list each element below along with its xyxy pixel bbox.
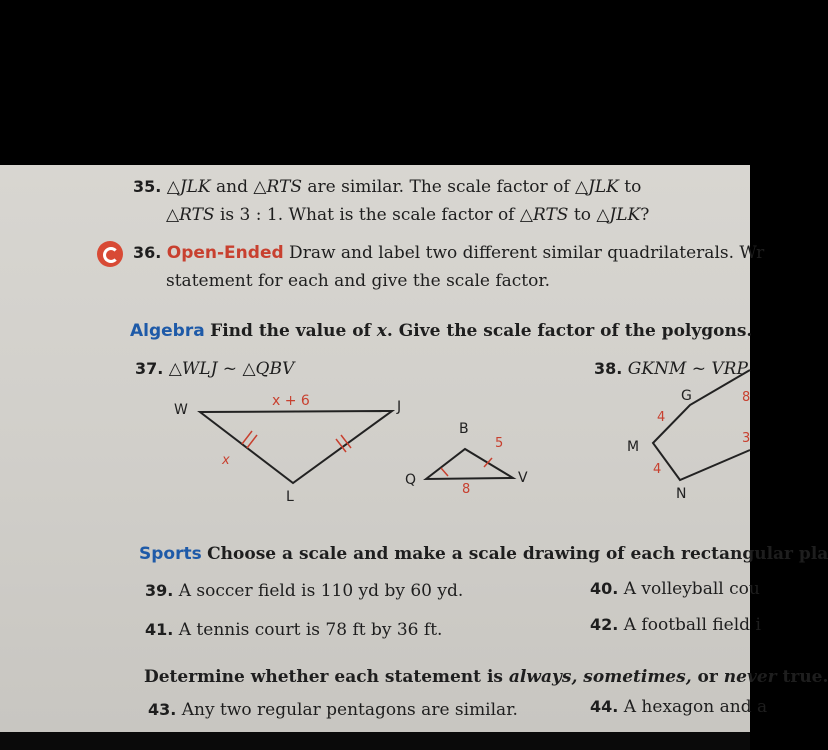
problem-number: 42. (590, 615, 619, 634)
text-fragment: . Give the scale factor of the polygons. (386, 321, 753, 341)
vertex-label-l: L (286, 489, 294, 505)
vertex-label-j: J (397, 399, 402, 415)
triangle-wlj (200, 411, 392, 483)
triangle-qbv (426, 449, 513, 479)
problem-number: 43. (148, 700, 177, 719)
text-fragment: or (691, 667, 724, 687)
text-fragment: and △ (210, 177, 267, 197)
triangle-symbol: △ (166, 177, 180, 197)
problem-number: 41. (145, 620, 174, 639)
problem-number: 39. (145, 581, 174, 600)
problem-text: A volleyball cou (623, 579, 760, 599)
sports-instructions (139, 544, 828, 564)
similar-symbol: ~ △ (217, 359, 256, 379)
side-label-qv: 8 (462, 482, 471, 497)
problem-43 (148, 700, 518, 720)
problem-text: A hexagon and a (623, 697, 768, 717)
vertex-label-n: N (676, 486, 687, 502)
problem-number: 35. (133, 177, 162, 196)
textbook-page (0, 165, 828, 732)
problem-40 (590, 579, 760, 599)
triangle-name: JLK (588, 177, 619, 197)
open-ended-heading: Open-Ended (166, 243, 284, 263)
text-fragment: is 3 : 1. What is the scale factor of △ (214, 205, 533, 225)
triangle-name: QBV (255, 359, 295, 379)
vertex-label-v: V (518, 470, 528, 486)
text-fragment: always, sometimes, (508, 667, 692, 687)
triangle-name: RTS (266, 177, 302, 197)
problem-number: 38. (594, 359, 623, 378)
quadrilateral-gknm (653, 370, 750, 480)
variable: x (376, 321, 387, 341)
tick-mark (242, 431, 252, 444)
side-label-mn: 4 (653, 462, 662, 477)
side-label-bv: 5 (495, 436, 504, 451)
tick-mark (247, 435, 257, 448)
triangle-symbol: △ (168, 359, 182, 379)
problem-36-line2: statement for each and give the scale factor. (166, 271, 551, 291)
triangle-name: JLK (609, 205, 641, 225)
text-fragment: Find the value of (210, 321, 377, 341)
problem-number: 37. (135, 359, 164, 378)
problem-42 (590, 615, 761, 635)
side-label-wl: x (222, 453, 230, 468)
problem-39 (145, 581, 463, 601)
problem-text: A soccer field is 110 yd by 60 yd. (178, 581, 464, 601)
problem-number: 40. (590, 579, 619, 598)
determine-instructions (144, 667, 828, 687)
problem-44 (590, 697, 767, 717)
text-fragment: to △ (568, 205, 610, 225)
similar-symbol: ~ (686, 359, 712, 379)
vertex-label-g: G (681, 388, 692, 404)
text-fragment: are similar. The scale factor of △ (302, 177, 589, 197)
sports-label: Sports (139, 544, 202, 564)
text-fragment: ? (640, 205, 650, 225)
text-fragment: Draw and label two different similar quadrilaterals. Wr (283, 243, 765, 263)
page-edge-shadow (0, 732, 750, 750)
polygon-name: GKNM (627, 359, 687, 379)
vertex-label-b: B (459, 421, 469, 437)
polygon-name: VRP (711, 359, 748, 379)
side-label-gm: 4 (657, 410, 666, 425)
triangle-name: WLJ (181, 359, 218, 379)
text-fragment: to (618, 177, 642, 197)
problem-text: Any two regular pentagons are similar. (181, 700, 518, 720)
problem-41 (145, 620, 442, 640)
side-label-g-right: 8 (742, 390, 751, 405)
vertex-label-m: M (627, 439, 640, 455)
algebra-label: Algebra (130, 321, 205, 341)
text-fragment: never (723, 667, 777, 687)
problem-text: A football field i (623, 615, 761, 635)
vertex-label-w: W (174, 402, 188, 418)
text-fragment: true. (776, 667, 828, 687)
triangle-name: RTS (179, 205, 215, 225)
text-fragment: Determine whether each statement is (144, 667, 509, 687)
text-fragment: Choose a scale and make a scale drawing of each rectangular pla (207, 544, 828, 564)
problem-text: A tennis court is 78 ft by 36 ft. (178, 620, 443, 640)
vertex-label-q: Q (405, 472, 417, 488)
triangle-name: JLK (179, 177, 211, 197)
side-label-n-right: 3 (742, 431, 751, 446)
tick-mark (441, 468, 448, 476)
side-label-wj: x + 6 (272, 393, 310, 409)
triangle-symbol: △ (166, 205, 180, 225)
problem-number: 44. (590, 697, 619, 716)
triangle-name: RTS (532, 205, 569, 225)
problem-number: 36. (133, 243, 162, 262)
